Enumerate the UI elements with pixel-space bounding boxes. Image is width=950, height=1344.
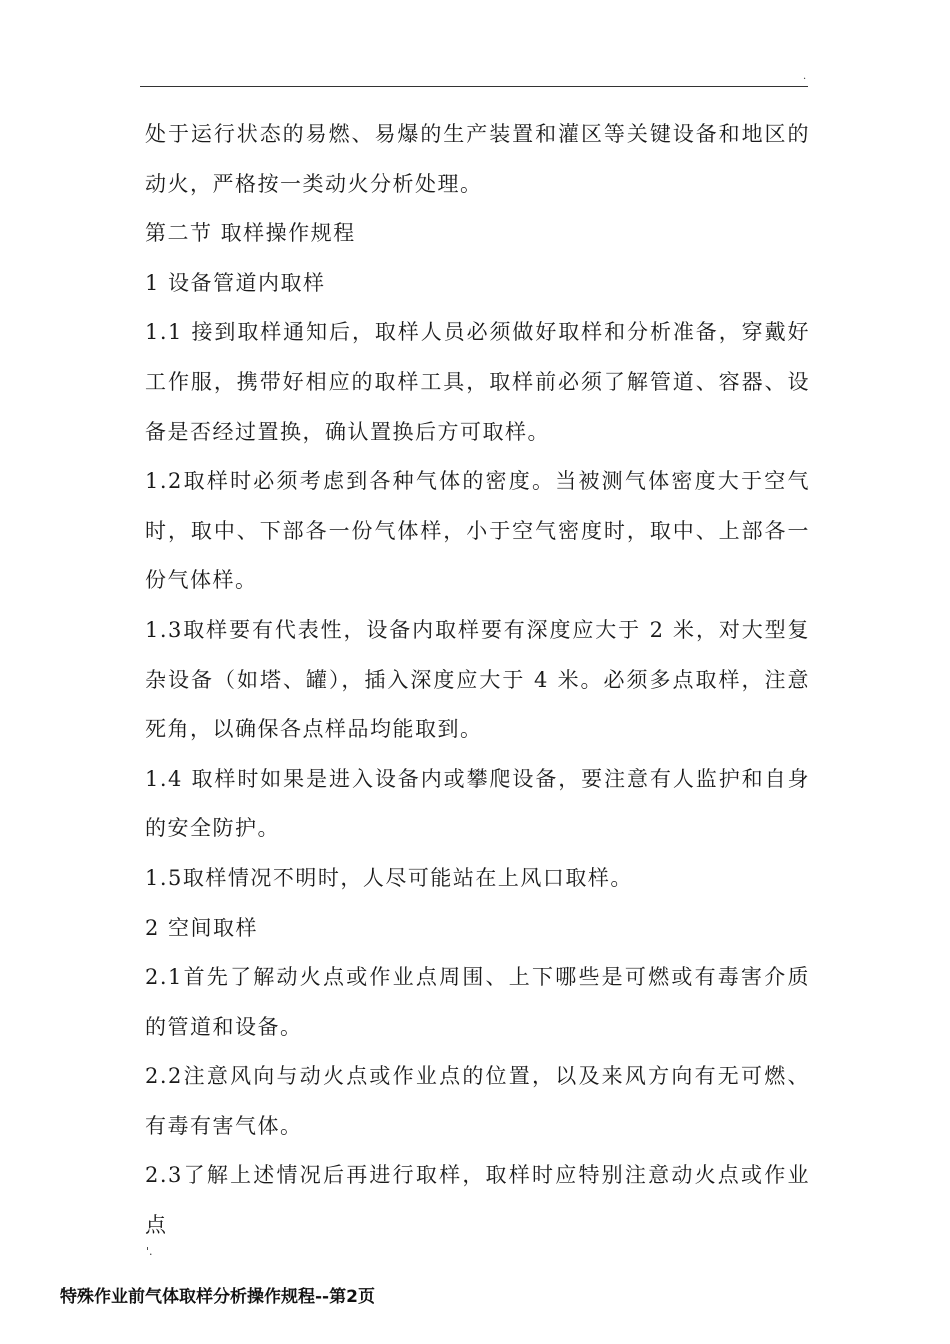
subsection-heading-1: 1 设备管道内取样 xyxy=(145,270,326,295)
header-mark: . xyxy=(803,71,807,82)
footer-mark: '. xyxy=(146,1245,153,1258)
section-heading: 第二节 取样操作规程 xyxy=(145,221,356,246)
paragraph-1-3: 1.3取样要有代表性，设备内取样要有深度应大于 2 米，对大型复杂设备（如塔、罐），插入深度应大于 4 米。必须多点取样，注意死角，以确保各点样品均能取到。 xyxy=(145,617,810,742)
paragraph-1-1: 1.1 接到取样通知后，取样人员必须做好取样和分析准备，穿戴好工作服，携带好相应的取样工具，取样前必须了解管道、容器、设备是否经过置换，确认置换后方可取样。 xyxy=(145,320,810,444)
footer-title: 特殊作业前气体取样分析操作规程--第2页 xyxy=(60,1287,375,1307)
paragraph-2-1: 2.1首先了解动火点或作业点周围、上下哪些是可燃或有毒害介质的管道和设备。 xyxy=(145,965,810,1039)
header-rule xyxy=(140,86,808,87)
paragraph-1-2: 1.2取样时必须考虑到各种气体的密度。当被测气体密度大于空气时，取中、下部各一份气体样，小于空气密度时，取中、上部各一份气体样。 xyxy=(145,469,810,593)
paragraph-1: 处于运行状态的易燃、易爆的生产装置和灌区等关键设备和地区的动火，严格按一类动火分析处理。 xyxy=(145,122,810,196)
paragraph-2-2: 2.2注意风向与动火点或作业点的位置，以及来风方向有无可燃、有毒有害气体。 xyxy=(145,1064,810,1138)
paragraph-1-5: 1.5取样情况不明时，人尽可能站在上风口取样。 xyxy=(145,865,633,890)
document-body xyxy=(145,110,810,1251)
subsection-heading-2: 2 空间取样 xyxy=(145,915,259,940)
paragraph-1-4: 1.4 取样时如果是进入设备内或攀爬设备，要注意有人监护和自身的安全防护。 xyxy=(145,766,810,841)
paragraph-2-3: 2.3了解上述情况后再进行取样，取样时应特别注意动火点或作业点 xyxy=(145,1163,810,1238)
